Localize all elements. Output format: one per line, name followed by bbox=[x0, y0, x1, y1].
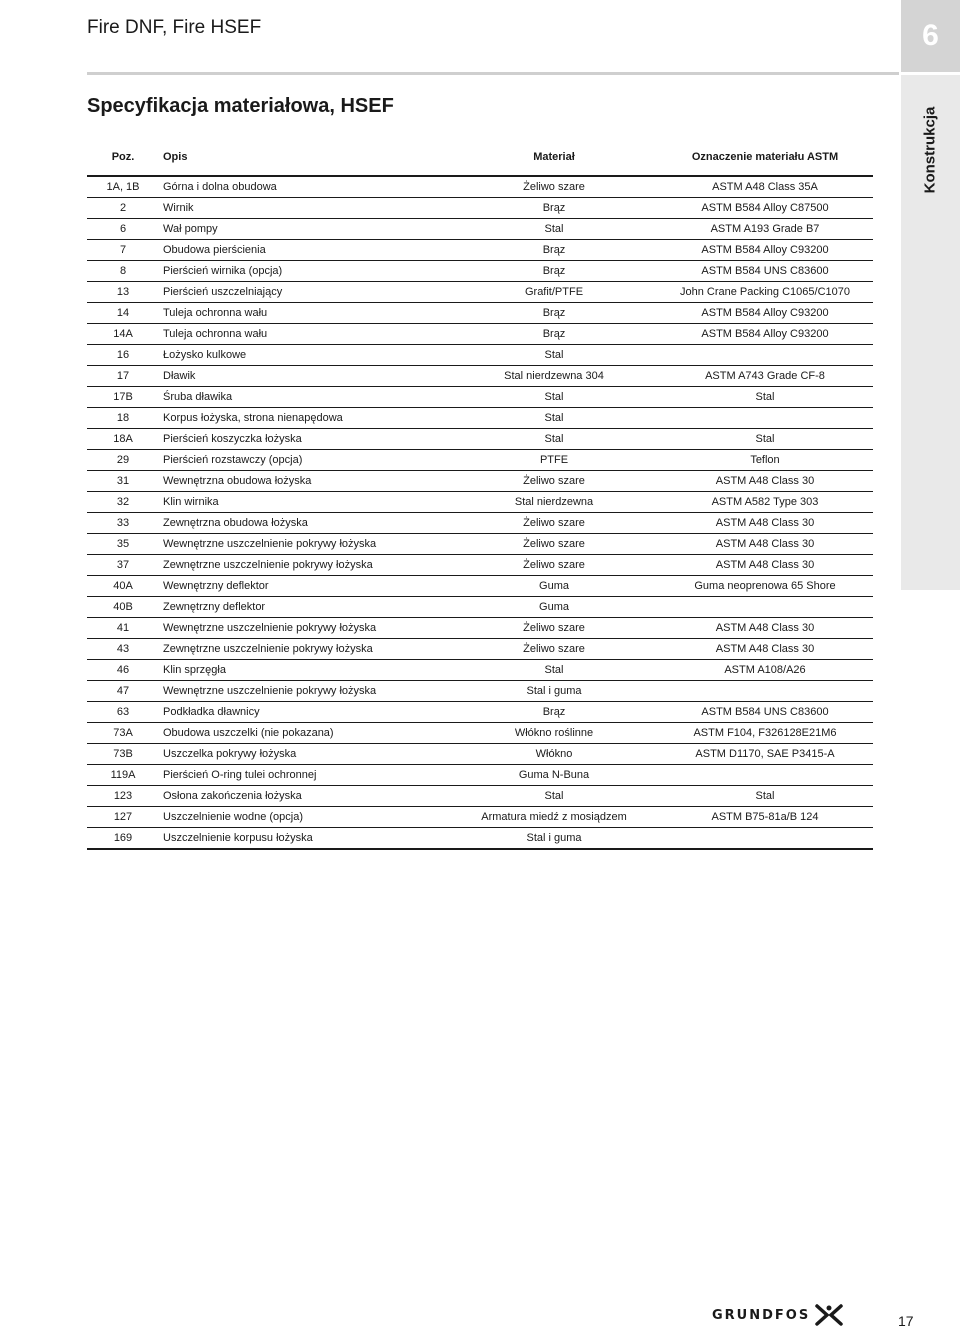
cell-astm: ASTM A582 Type 303 bbox=[657, 492, 873, 513]
cell-material: Guma bbox=[451, 576, 657, 597]
cell-material: Brąz bbox=[451, 303, 657, 324]
cell-material: Brąz bbox=[451, 198, 657, 219]
header-astm: Oznaczenie materiału ASTM bbox=[657, 139, 873, 176]
cell-desc: Wewnętrzne uszczelnienie pokrywy łożyska bbox=[159, 534, 451, 555]
table-row bbox=[87, 450, 873, 471]
cell-desc: Tuleja ochronna wału bbox=[159, 303, 451, 324]
cell-astm: ASTM A48 Class 30 bbox=[657, 639, 873, 660]
cell-pos: 33 bbox=[87, 513, 159, 534]
table-row bbox=[87, 618, 873, 639]
table-body bbox=[87, 176, 873, 849]
chapter-side-tab-label: Konstrukcja bbox=[921, 106, 939, 194]
cell-pos: 63 bbox=[87, 702, 159, 723]
cell-astm bbox=[657, 345, 873, 366]
material-spec-table bbox=[87, 139, 873, 850]
table-row bbox=[87, 807, 873, 828]
table-row bbox=[87, 744, 873, 765]
table-row bbox=[87, 597, 873, 618]
cell-pos: 127 bbox=[87, 807, 159, 828]
cell-pos: 40A bbox=[87, 576, 159, 597]
cell-desc: Obudowa uszczelki (nie pokazana) bbox=[159, 723, 451, 744]
cell-astm bbox=[657, 828, 873, 850]
cell-pos: 43 bbox=[87, 639, 159, 660]
cell-material: Stal i guma bbox=[451, 828, 657, 850]
cell-astm: ASTM B584 Alloy C93200 bbox=[657, 303, 873, 324]
cell-pos: 8 bbox=[87, 261, 159, 282]
cell-astm: ASTM A48 Class 30 bbox=[657, 534, 873, 555]
cell-material: Stal nierdzewna bbox=[451, 492, 657, 513]
cell-material: Włókno bbox=[451, 744, 657, 765]
cell-astm: ASTM B75-81a/B 124 bbox=[657, 807, 873, 828]
table-row bbox=[87, 513, 873, 534]
table-row bbox=[87, 471, 873, 492]
table-row bbox=[87, 366, 873, 387]
cell-pos: 119A bbox=[87, 765, 159, 786]
cell-astm: ASTM A48 Class 30 bbox=[657, 471, 873, 492]
cell-pos: 37 bbox=[87, 555, 159, 576]
cell-desc: Podkładka dławnicy bbox=[159, 702, 451, 723]
cell-desc: Zewnętrzna obudowa łożyska bbox=[159, 513, 451, 534]
cell-material: Stal bbox=[451, 345, 657, 366]
cell-pos: 47 bbox=[87, 681, 159, 702]
cell-astm: Stal bbox=[657, 387, 873, 408]
cell-pos: 41 bbox=[87, 618, 159, 639]
table-row bbox=[87, 492, 873, 513]
cell-pos: 35 bbox=[87, 534, 159, 555]
table-row bbox=[87, 660, 873, 681]
cell-material: Stal bbox=[451, 387, 657, 408]
table-row bbox=[87, 176, 873, 198]
table-row bbox=[87, 681, 873, 702]
cell-desc: Pierścień wirnika (opcja) bbox=[159, 261, 451, 282]
cell-desc: Tuleja ochronna wału bbox=[159, 324, 451, 345]
cell-desc: Zewnętrzne uszczelnienie pokrywy łożyska bbox=[159, 555, 451, 576]
cell-astm bbox=[657, 681, 873, 702]
cell-astm: ASTM A48 Class 30 bbox=[657, 555, 873, 576]
table-row bbox=[87, 723, 873, 744]
cell-desc: Wewnętrzny deflektor bbox=[159, 576, 451, 597]
header-pos: Poz. bbox=[87, 139, 159, 176]
table-header-row bbox=[87, 139, 873, 176]
cell-material: Żeliwo szare bbox=[451, 555, 657, 576]
cell-astm: ASTM F104, F326128E21M6 bbox=[657, 723, 873, 744]
cell-pos: 17 bbox=[87, 366, 159, 387]
cell-material: Żeliwo szare bbox=[451, 639, 657, 660]
cell-pos: 14 bbox=[87, 303, 159, 324]
section-title: Specyfikacja materiałowa, HSEF bbox=[87, 95, 394, 117]
cell-material: Stal bbox=[451, 786, 657, 807]
cell-astm: ASTM B584 UNS C83600 bbox=[657, 702, 873, 723]
cell-astm: ASTM A108/A26 bbox=[657, 660, 873, 681]
table-row bbox=[87, 345, 873, 366]
table-row bbox=[87, 303, 873, 324]
table-row bbox=[87, 429, 873, 450]
header-desc: Opis bbox=[159, 139, 451, 176]
cell-desc: Pierścień koszyczka łożyska bbox=[159, 429, 451, 450]
cell-astm: ASTM B584 Alloy C93200 bbox=[657, 324, 873, 345]
cell-pos: 18A bbox=[87, 429, 159, 450]
table-row bbox=[87, 261, 873, 282]
cell-desc: Dławik bbox=[159, 366, 451, 387]
cell-pos: 14A bbox=[87, 324, 159, 345]
cell-pos: 73B bbox=[87, 744, 159, 765]
cell-desc: Zewnętrzne uszczelnienie pokrywy łożyska bbox=[159, 639, 451, 660]
cell-pos: 123 bbox=[87, 786, 159, 807]
cell-desc: Osłona zakończenia łożyska bbox=[159, 786, 451, 807]
cell-material: Żeliwo szare bbox=[451, 176, 657, 198]
cell-material: Żeliwo szare bbox=[451, 513, 657, 534]
cell-pos: 31 bbox=[87, 471, 159, 492]
table-row bbox=[87, 324, 873, 345]
cell-material: Armatura miedź z mosiądzem bbox=[451, 807, 657, 828]
cell-pos: 1A, 1B bbox=[87, 176, 159, 198]
cell-pos: 73A bbox=[87, 723, 159, 744]
cell-material: Brąz bbox=[451, 702, 657, 723]
cell-material: Brąz bbox=[451, 261, 657, 282]
table-row bbox=[87, 639, 873, 660]
grundfos-x-icon bbox=[814, 1303, 844, 1327]
cell-desc: Korpus łożyska, strona nienapędowa bbox=[159, 408, 451, 429]
cell-astm: ASTM D1170, SAE P3415-A bbox=[657, 744, 873, 765]
table-row bbox=[87, 765, 873, 786]
cell-pos: 46 bbox=[87, 660, 159, 681]
cell-pos: 40B bbox=[87, 597, 159, 618]
cell-astm bbox=[657, 765, 873, 786]
cell-desc: Pierścień uszczelniający bbox=[159, 282, 451, 303]
cell-astm: ASTM B584 UNS C83600 bbox=[657, 261, 873, 282]
cell-astm: ASTM A193 Grade B7 bbox=[657, 219, 873, 240]
cell-material: Włókno roślinne bbox=[451, 723, 657, 744]
cell-material: PTFE bbox=[451, 450, 657, 471]
cell-astm: Teflon bbox=[657, 450, 873, 471]
cell-pos: 169 bbox=[87, 828, 159, 850]
header-material: Materiał bbox=[451, 139, 657, 176]
page-number: 17 bbox=[898, 1313, 914, 1329]
cell-pos: 17B bbox=[87, 387, 159, 408]
cell-astm: ASTM A743 Grade CF-8 bbox=[657, 366, 873, 387]
logo-text: GRUNDFOS bbox=[712, 1307, 811, 1323]
cell-desc: Wewnętrzne uszczelnienie pokrywy łożyska bbox=[159, 618, 451, 639]
cell-desc: Wewnętrzne uszczelnienie pokrywy łożyska bbox=[159, 681, 451, 702]
table-row bbox=[87, 240, 873, 261]
cell-astm: ASTM B584 Alloy C93200 bbox=[657, 240, 873, 261]
cell-desc: Łożysko kulkowe bbox=[159, 345, 451, 366]
cell-desc: Pierścień O-ring tulei ochronnej bbox=[159, 765, 451, 786]
cell-pos: 32 bbox=[87, 492, 159, 513]
cell-astm: Stal bbox=[657, 429, 873, 450]
cell-astm bbox=[657, 408, 873, 429]
cell-pos: 13 bbox=[87, 282, 159, 303]
cell-pos: 16 bbox=[87, 345, 159, 366]
header-divider bbox=[87, 72, 899, 75]
cell-desc: Wewnętrzna obudowa łożyska bbox=[159, 471, 451, 492]
cell-desc: Klin sprzęgła bbox=[159, 660, 451, 681]
cell-material: Żeliwo szare bbox=[451, 471, 657, 492]
cell-material: Stal bbox=[451, 408, 657, 429]
cell-desc: Śruba dławika bbox=[159, 387, 451, 408]
table-row bbox=[87, 555, 873, 576]
cell-desc: Uszczelka pokrywy łożyska bbox=[159, 744, 451, 765]
cell-material: Stal bbox=[451, 429, 657, 450]
cell-pos: 7 bbox=[87, 240, 159, 261]
cell-material: Brąz bbox=[451, 324, 657, 345]
cell-pos: 18 bbox=[87, 408, 159, 429]
cell-desc: Klin wirnika bbox=[159, 492, 451, 513]
grundfos-logo bbox=[712, 1303, 877, 1327]
table-row bbox=[87, 408, 873, 429]
cell-astm: ASTM A48 Class 30 bbox=[657, 618, 873, 639]
cell-desc: Obudowa pierścienia bbox=[159, 240, 451, 261]
table-row bbox=[87, 282, 873, 303]
cell-pos: 29 bbox=[87, 450, 159, 471]
cell-astm: ASTM B584 Alloy C87500 bbox=[657, 198, 873, 219]
cell-material: Stal nierdzewna 304 bbox=[451, 366, 657, 387]
table-row bbox=[87, 219, 873, 240]
cell-desc: Zewnętrzny deflektor bbox=[159, 597, 451, 618]
cell-astm: Guma neoprenowa 65 Shore bbox=[657, 576, 873, 597]
cell-material: Żeliwo szare bbox=[451, 618, 657, 639]
cell-material: Guma N-Buna bbox=[451, 765, 657, 786]
cell-astm: ASTM A48 Class 35A bbox=[657, 176, 873, 198]
table-row bbox=[87, 576, 873, 597]
cell-material: Żeliwo szare bbox=[451, 534, 657, 555]
table-row bbox=[87, 786, 873, 807]
cell-material: Guma bbox=[451, 597, 657, 618]
cell-desc: Wał pompy bbox=[159, 219, 451, 240]
cell-pos: 2 bbox=[87, 198, 159, 219]
table-row bbox=[87, 702, 873, 723]
cell-material: Stal bbox=[451, 219, 657, 240]
table-row bbox=[87, 198, 873, 219]
table-row bbox=[87, 387, 873, 408]
cell-material: Brąz bbox=[451, 240, 657, 261]
table-row bbox=[87, 534, 873, 555]
cell-astm bbox=[657, 597, 873, 618]
cell-desc: Wirnik bbox=[159, 198, 451, 219]
table-row bbox=[87, 828, 873, 850]
chapter-number-tab: 6 bbox=[901, 0, 960, 72]
cell-material: Grafit/PTFE bbox=[451, 282, 657, 303]
cell-desc: Uszczelnienie wodne (opcja) bbox=[159, 807, 451, 828]
cell-astm: Stal bbox=[657, 786, 873, 807]
cell-material: Stal bbox=[451, 660, 657, 681]
cell-desc: Górna i dolna obudowa bbox=[159, 176, 451, 198]
cell-astm: John Crane Packing C1065/C1070 bbox=[657, 282, 873, 303]
cell-astm: ASTM A48 Class 30 bbox=[657, 513, 873, 534]
cell-desc: Pierścień rozstawczy (opcja) bbox=[159, 450, 451, 471]
cell-pos: 6 bbox=[87, 219, 159, 240]
cell-desc: Uszczelnienie korpusu łożyska bbox=[159, 828, 451, 850]
cell-material: Stal i guma bbox=[451, 681, 657, 702]
page-header-title: Fire DNF, Fire HSEF bbox=[87, 17, 262, 38]
